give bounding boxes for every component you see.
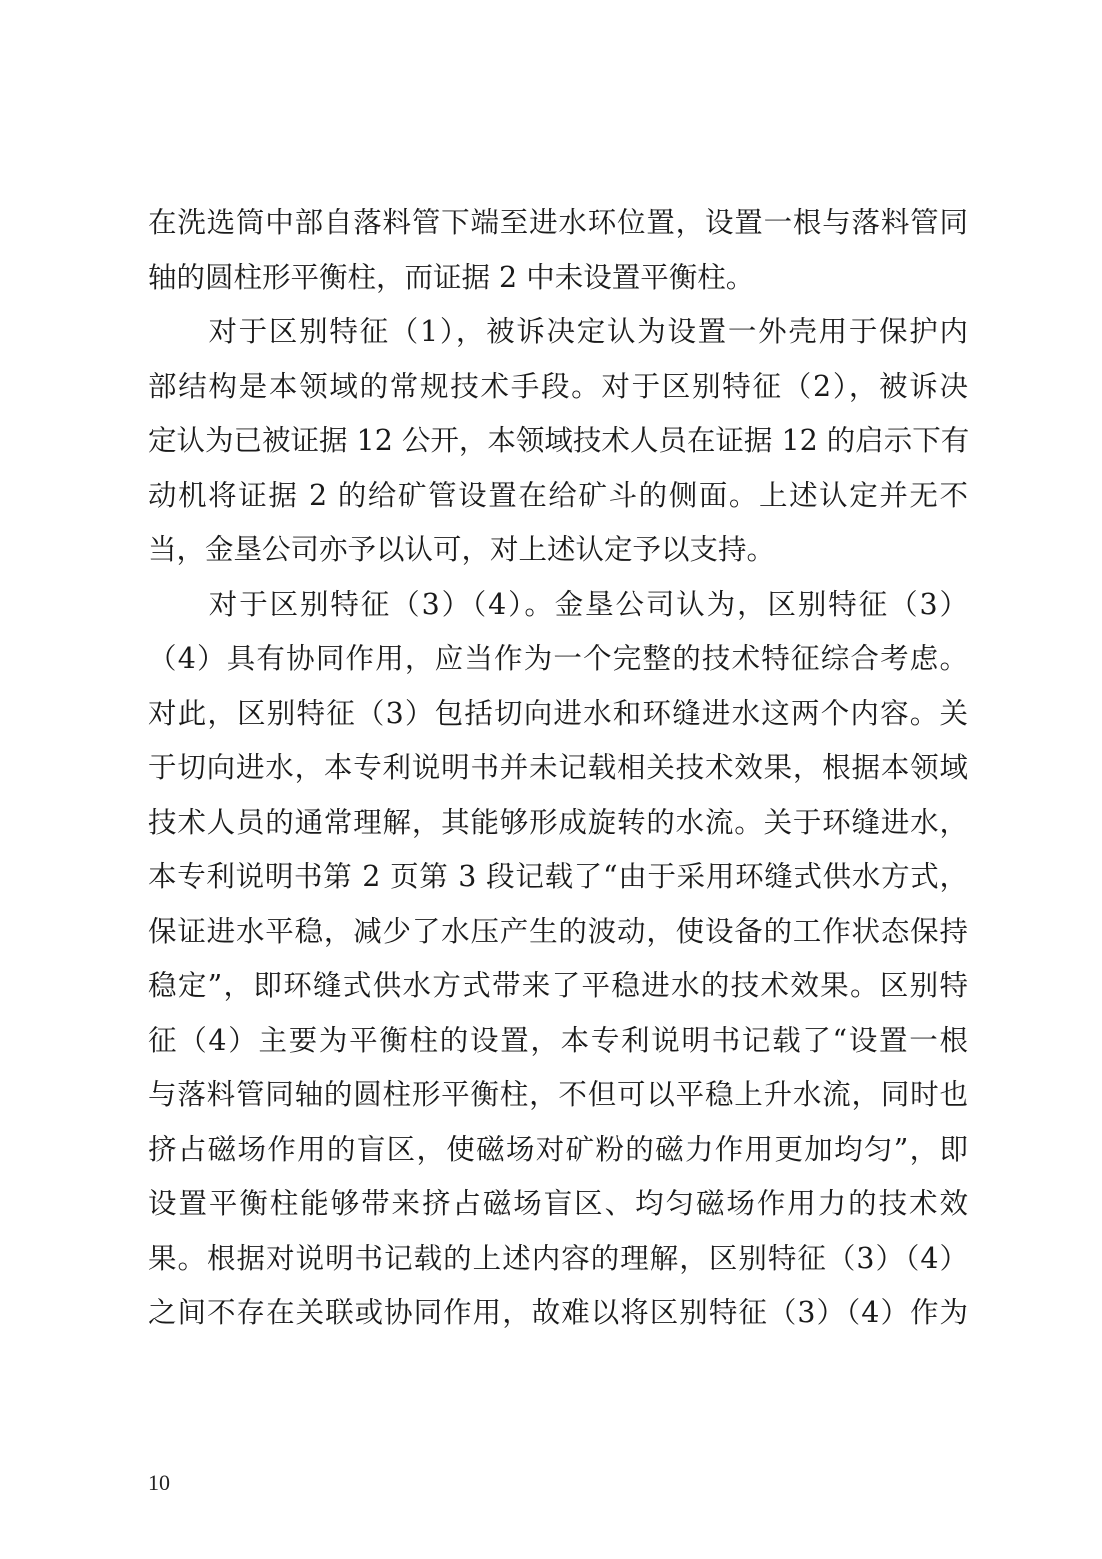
text-line: 轴的圆柱形平衡柱，而证据 2 中未设置平衡柱。: [148, 260, 755, 294]
text-line: 稳定”，即环缝式供水方式带来了平稳进水的技术效果。区别特: [148, 969, 968, 1002]
text-line: 设置平衡柱能够带来挤占磁场盲区、均匀磁场作用力的技术效: [148, 1187, 968, 1220]
text-line: 部结构是本领域的常规技术手段。对于区别特征（2），被诉决: [148, 369, 968, 403]
text-line: 对此，区别特征（3）包括切向进水和环缝进水这两个内容。关: [148, 696, 968, 730]
text-line: 征（4）主要为平衡柱的设置，本专利说明书记载了“设置一根: [148, 1023, 968, 1057]
text-line: 对于区别特征（1），被诉决定认为设置一外壳用于保护内: [148, 315, 968, 348]
text-line: 本专利说明书第 2 页第 3 段记载了“由于采用环缝式供水方式，: [148, 860, 968, 893]
text-line: 与落料管同轴的圆柱形平衡柱，不但可以平稳上升水流，同时也: [148, 1078, 968, 1111]
text-line: 对于区别特征（3）（4）。金垦公司认为，区别特征（3）: [148, 587, 968, 621]
text-line: 之间不存在关联或协同作用，故难以将区别特征（3）（4）作为: [148, 1296, 968, 1329]
text-line: 定认为已被证据 12 公开，本领域技术人员在证据 12 的启示下有: [148, 424, 970, 457]
text-line: 果。根据对说明书记载的上述内容的理解，区别特征（3）（4）: [148, 1241, 968, 1275]
text-line: 挤占磁场作用的盲区，使磁场对矿粉的磁力作用更加均匀”，即: [148, 1132, 968, 1166]
text-line: 于切向进水，本专利说明书并未记载相关技术效果，根据本领域: [148, 751, 968, 784]
text-line: 动机将证据 2 的给矿管设置在给矿斗的侧面。上述认定并无不: [148, 478, 968, 512]
text-line: 在洗选筒中部自落料管下端至进水环位置，设置一根与落料管同: [148, 206, 968, 239]
text-line: 当，金垦公司亦予以认可，对上述认定予以支持。: [148, 533, 776, 566]
page-number: 10: [148, 1470, 170, 1495]
text-line: 技术人员的通常理解，其能够形成旋转的水流。关于环缝进水，: [148, 805, 968, 839]
text-line: （4）具有协同作用，应当作为一个完整的技术特征综合考虑。: [148, 642, 968, 675]
body-text: [148, 196, 968, 1341]
text-line: 保证进水平稳，减少了水压产生的波动，使设备的工作状态保持: [148, 914, 968, 948]
